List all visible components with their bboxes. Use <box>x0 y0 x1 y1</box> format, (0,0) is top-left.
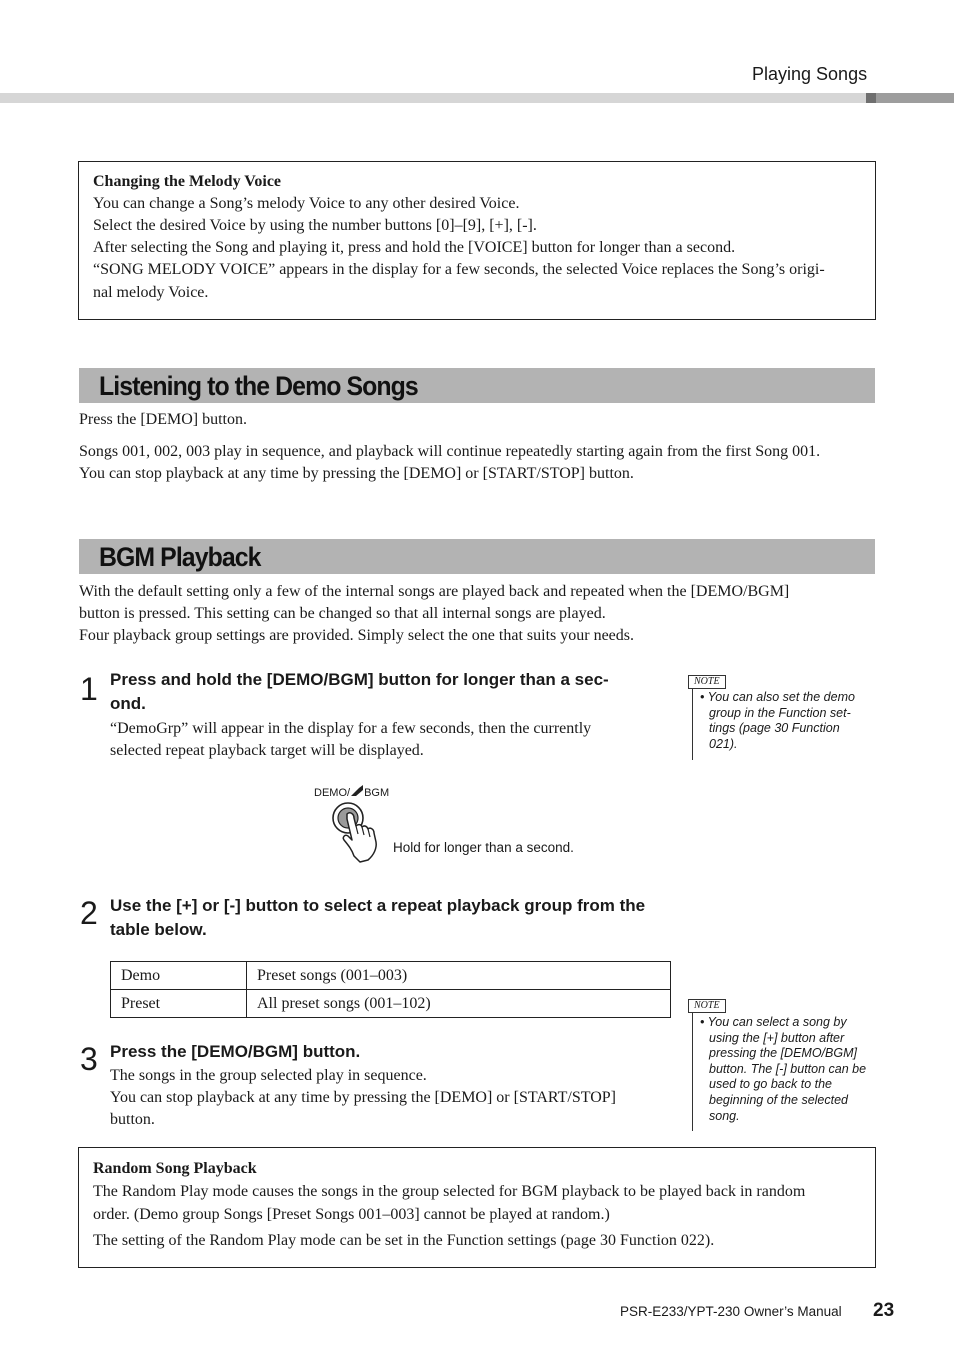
note-rule <box>692 1013 693 1131</box>
demo-section-heading-bar <box>79 368 875 403</box>
demo-section-heading: Listening to the Demo Songs <box>99 371 418 401</box>
playback-group-table <box>110 961 671 1018</box>
table-cell-description: All preset songs (001–102) <box>247 990 671 1018</box>
melody-voice-line: After selecting the Song and playing it, press and hold the [VOICE] button for longer than a second. <box>93 239 736 256</box>
note-tag: NOTE <box>688 999 726 1013</box>
note-line: button. The [-] button can be <box>709 1061 867 1076</box>
table-row <box>111 962 671 990</box>
note-body <box>700 690 876 752</box>
step-number: 2 <box>80 895 98 931</box>
table-cell-group: Demo <box>111 962 247 990</box>
random-playback-box <box>78 1147 876 1268</box>
melody-voice-line: “SONG MELODY VOICE” appears in the display for a few seconds, the selected Voice replaces the Song’s origi- <box>93 261 825 278</box>
melody-voice-line: nal melody Voice. <box>93 284 209 301</box>
step-body-line: “DemoGrp” will appear in the display for a few seconds, then the currently <box>110 720 592 737</box>
bgm-label: BGM <box>364 787 390 799</box>
note-tag: NOTE <box>688 675 726 689</box>
random-playback-title: Random Song Playback <box>93 1160 257 1177</box>
step-title: Press the [DEMO/BGM] button. <box>110 1042 361 1061</box>
note-body <box>700 1015 880 1124</box>
bgm-section-heading: BGM Playback <box>99 542 261 572</box>
demo-paragraph: Songs 001, 002, 003 play in sequence, and playback will continue repeatedly starting again from the first Song 001. <box>79 443 821 460</box>
melody-voice-title: Changing the Melody Voice <box>93 173 282 190</box>
note-rule <box>692 689 693 760</box>
bgm-intro-line: Four playback group settings are provided. Simply select the one that suits your needs. <box>79 627 634 644</box>
step-body-line: The songs in the group selected play in sequence. <box>110 1067 427 1084</box>
table-cell-group: Preset <box>111 990 247 1018</box>
step-title: ond. <box>110 694 146 713</box>
table-row <box>111 990 671 1018</box>
note-line: group in the Function set- <box>709 705 851 720</box>
step-title: table below. <box>110 920 207 939</box>
note-line: using the [+] button after <box>709 1030 845 1045</box>
random-playback-line: The Random Play mode causes the songs in the group selected for BGM playback to be played back in random <box>93 1183 806 1200</box>
step-body-line: selected repeat playback target will be displayed. <box>110 742 424 759</box>
hand-pressing-button-icon <box>330 800 390 864</box>
note-line: used to go back to the <box>709 1077 833 1092</box>
melody-voice-box <box>78 161 876 320</box>
step-number: 3 <box>80 1041 98 1077</box>
melody-voice-line: Select the desired Voice by using the number buttons [0]–[9], [+], [-]. <box>93 217 537 234</box>
demo-label: DEMO/ <box>314 787 351 799</box>
demo-bgm-button-label <box>314 784 389 799</box>
bgm-intro-line: With the default setting only a few of the internal songs are played back and repeated when the [DEMO/BGM] <box>79 583 790 600</box>
bgm-intro-line: button is pressed. This setting can be changed so that all internal songs are played. <box>79 605 606 622</box>
illustration-caption: Hold for longer than a second. <box>393 840 574 855</box>
music-note-icon <box>350 784 364 797</box>
step-title: Use the [+] or [-] button to select a repeat playback group from the <box>110 896 646 915</box>
note-line: • You can select a song by <box>700 1015 847 1029</box>
random-playback-line: order. (Demo group Songs [Preset Songs 001–003] cannot be played at random.) <box>93 1206 610 1223</box>
note-line: pressing the [DEMO/BGM] <box>709 1046 857 1061</box>
page-number: 23 <box>873 1300 895 1321</box>
note-line: beginning of the selected <box>709 1092 848 1107</box>
header-rule-tab <box>876 93 954 103</box>
melody-voice-line: You can change a Song’s melody Voice to any other desired Voice. <box>93 195 520 212</box>
bgm-section-heading-bar <box>79 539 875 574</box>
note-line: tings (page 30 Function <box>709 721 840 736</box>
demo-paragraph: Press the [DEMO] button. <box>79 411 247 428</box>
page-section-title: Playing Songs <box>752 64 868 84</box>
step-number: 1 <box>80 671 98 707</box>
note-line: 021). <box>709 736 738 751</box>
step-title: Press and hold the [DEMO/BGM] button for longer than a sec- <box>110 670 609 689</box>
header-rule-accent <box>866 93 876 103</box>
table-cell-description: Preset songs (001–003) <box>247 962 671 990</box>
step-body-line: button. <box>110 1111 155 1128</box>
demo-paragraph: You can stop playback at any time by pressing the [DEMO] or [START/STOP] button. <box>79 465 634 482</box>
note-line: • You can also set the demo <box>700 690 855 704</box>
manual-title: PSR-E233/YPT-230 Owner’s Manual <box>620 1304 842 1319</box>
note-line: song. <box>709 1108 740 1123</box>
random-playback-line: The setting of the Random Play mode can be set in the Function settings (page 30 Function 022). <box>93 1232 715 1249</box>
step-body-line: You can stop playback at any time by pressing the [DEMO] or [START/STOP] <box>110 1089 616 1106</box>
header-rule <box>0 93 866 103</box>
